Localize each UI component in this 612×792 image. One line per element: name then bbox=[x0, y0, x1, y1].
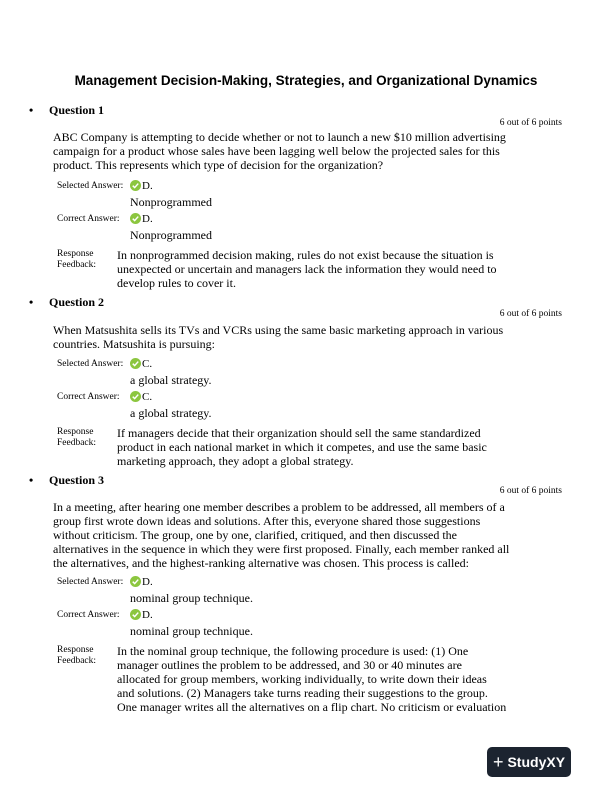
selected-answer-label: Selected Answer: bbox=[57, 577, 124, 587]
answer-letter: C. bbox=[142, 358, 153, 370]
correct-answer-label: Correct Answer: bbox=[57, 214, 120, 224]
correct-answer bbox=[130, 607, 253, 639]
answer-text: a global strategy. bbox=[130, 406, 212, 420]
selected-answer bbox=[130, 574, 253, 606]
selected-answer bbox=[130, 356, 212, 388]
answer-text: Nonprogrammed bbox=[130, 195, 212, 209]
response-feedback: In the nominal group technique, the following procedure is used: (1) One manager outlines the problem to be addressed, and 30 or 40 minutes are allocated for group members, working individually, to write down their ideas and solutions. (2) Managers take turns reading their suggestions to the group. One manager writes all the alternatives on a flip chart. No criticism or evaluation bbox=[117, 644, 507, 714]
answer-letter: D. bbox=[142, 213, 153, 225]
answer-text: nominal group technique. bbox=[130, 591, 253, 605]
response-feedback: If managers decide that their organization should sell the same standardized product in each national market in which it competes, and use the same basic marketing approach, they adopt a global strategy. bbox=[117, 426, 487, 468]
selected-answer-label: Selected Answer: bbox=[57, 359, 124, 369]
label-line: Feedback: bbox=[57, 656, 97, 666]
answer-text: Nonprogrammed bbox=[130, 228, 212, 242]
label-line: Feedback: bbox=[57, 438, 97, 448]
answer-letter: C. bbox=[142, 391, 153, 403]
correct-answer bbox=[130, 389, 212, 421]
response-feedback-label bbox=[57, 249, 96, 271]
points-badge: 6 out of 6 points bbox=[499, 118, 562, 128]
label-line: Response bbox=[57, 427, 94, 437]
question-text: In a meeting, after hearing one member describes a problem to be addressed, all members of a group first wrote down ideas and solutions. After this, everyone shared those suggestions without criticism. The group, one by one, clarified, critiqued, and then discussed the alternatives in the sequence in which they were first proposed. Finally, each member ranked all the alternatives, and the highest-ranking alternative was chosen. This process is called: bbox=[53, 500, 510, 570]
page-title: Management Decision-Making, Strategies, and Organizational Dynamics bbox=[74, 73, 538, 88]
selected-answer bbox=[130, 178, 212, 210]
question-heading: • Question 2 bbox=[29, 295, 105, 309]
points-badge: 6 out of 6 points bbox=[499, 309, 562, 319]
correct-answer-label: Correct Answer: bbox=[57, 610, 120, 620]
response-feedback: In nonprogrammed decision making, rules do not exist because the situation is unexpected or uncertain and managers lack the information they would need to develop rules to cover it. bbox=[117, 248, 497, 290]
label-line: Feedback: bbox=[57, 260, 97, 270]
check-icon bbox=[130, 609, 141, 620]
check-icon bbox=[130, 180, 141, 191]
check-icon bbox=[130, 213, 141, 224]
logo-text: StudyXY bbox=[507, 754, 566, 770]
correct-answer bbox=[130, 211, 212, 243]
question-heading-text: Question 3 bbox=[49, 473, 105, 487]
plus-icon: + bbox=[492, 751, 504, 772]
check-icon bbox=[130, 576, 141, 587]
question-heading: • Question 1 bbox=[29, 103, 105, 117]
response-feedback-label bbox=[57, 427, 96, 449]
correct-answer-label: Correct Answer: bbox=[57, 392, 120, 402]
studyxy-logo[interactable] bbox=[487, 747, 571, 777]
response-feedback-label bbox=[57, 645, 96, 667]
question-text: ABC Company is attempting to decide whether or not to launch a new $10 million advertising campaign for a product whose sales have been lagging well below the projected sales for this product. This represents which type of decision for the organization? bbox=[53, 130, 506, 172]
answer-letter: D. bbox=[142, 609, 153, 621]
label-line: Response bbox=[57, 645, 94, 655]
question-heading: • Question 3 bbox=[29, 473, 105, 487]
answer-letter: D. bbox=[142, 180, 153, 192]
points-badge: 6 out of 6 points bbox=[499, 486, 562, 496]
question-heading-text: Question 2 bbox=[49, 295, 105, 309]
answer-letter: D. bbox=[142, 576, 153, 588]
answer-text: a global strategy. bbox=[130, 373, 212, 387]
answer-text: nominal group technique. bbox=[130, 624, 253, 638]
question-heading-text: Question 1 bbox=[49, 103, 105, 117]
selected-answer-label: Selected Answer: bbox=[57, 181, 124, 191]
label-line: Response bbox=[57, 249, 94, 259]
question-text: When Matsushita sells its TVs and VCRs using the same basic marketing approach in various countries. Matsushita is pursuing: bbox=[53, 323, 504, 351]
check-icon bbox=[130, 391, 141, 402]
check-icon bbox=[130, 358, 141, 369]
